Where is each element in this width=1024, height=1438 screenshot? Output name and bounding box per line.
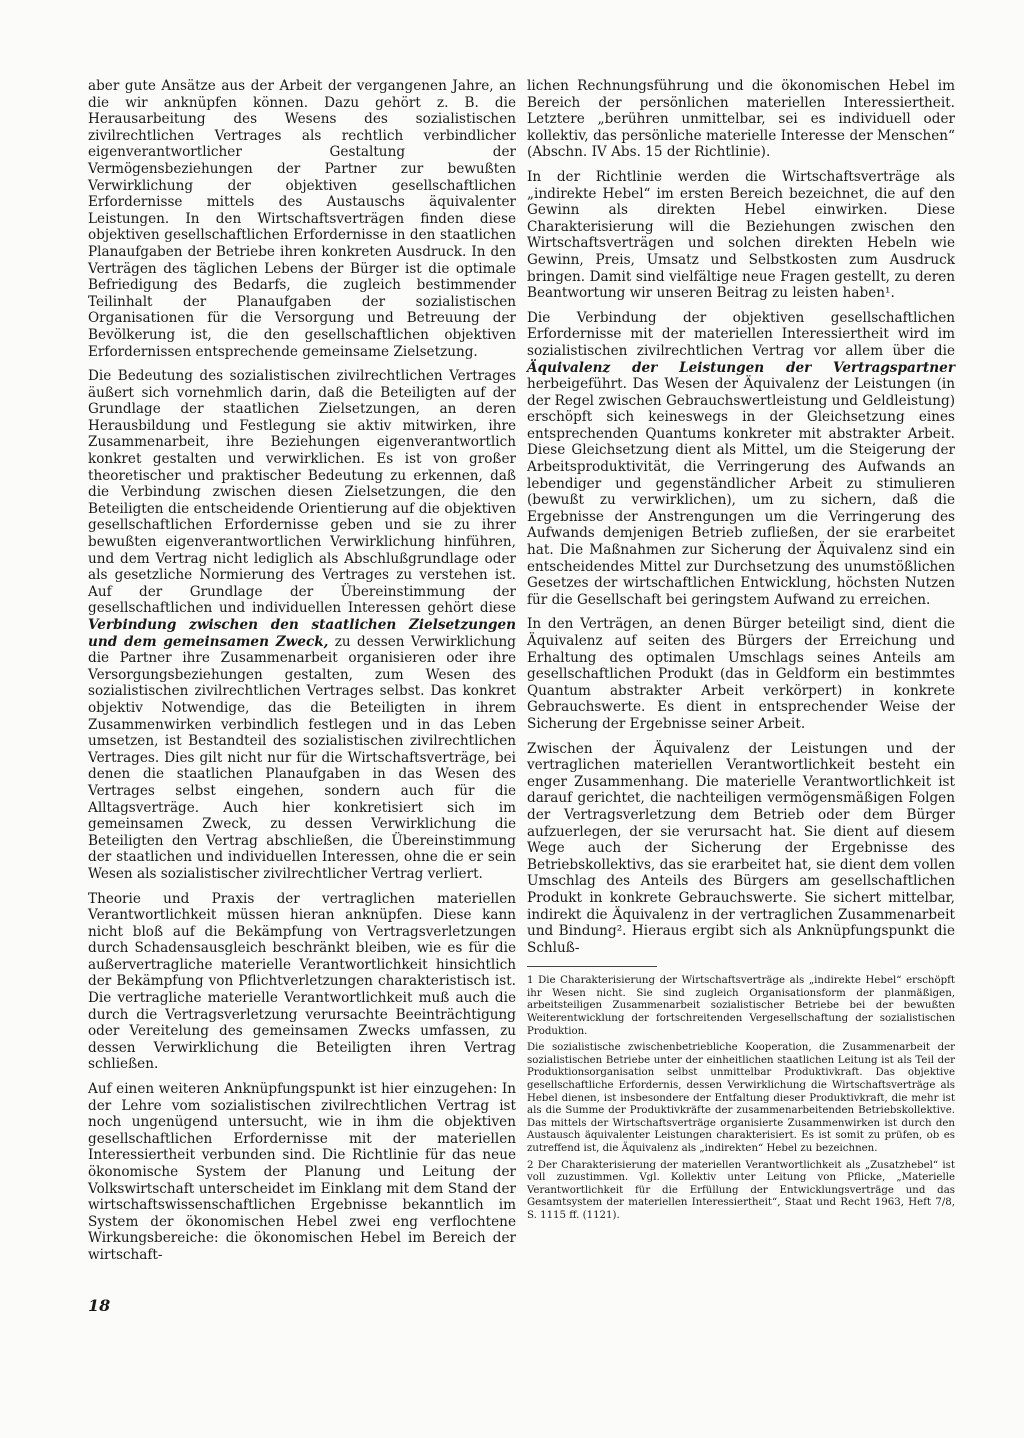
- right-text-column: [527, 78, 955, 1227]
- footnotes: [527, 975, 955, 1222]
- footnote: 2 Der Charakterisierung der materiellen Verantwortlichkeit als „Zusatzhebel“ ist voll zuzustimmen. Vgl. Kollektiv unter Leitung von Pflicke, „Materielle Verantwortlichkeit für die Erfüllung der Entwicklungsverträge und das Gesamtsystem der materiellen Interessiertheit“, Staat und Recht 1963, Heft 7/8, S. 1115 ff. (1121).: [527, 1159, 955, 1221]
- paragraph-text: zu dessen Verwirklichung die Partner ihre Zusammenarbeit organisieren oder ihre Versorgungsbeziehungen gestalten, zum Wesen des sozialistischen zivilrechtlichen Vertrages selbst. Das konkret objektiv Notwendige, das die Beteiligten in ihrem Zusammenwirken verbindlich festlegen und in das Leben umsetzen, ist Bestandteil des sozialistischen zivilrechtlichen Vertrages. Dies gilt nicht nur für die Wirtschaftsverträge, bei denen die staatlichen Planaufgaben in das Wesen des Vertrages selbst eingehen, sondern auch für die Alltagsverträge. Auch hier konkretisiert sich im gemeinsamen Zweck, zu dessen Verwirklichung die Beteiligten den Vertrag abschließen, die Übereinstimmung der staatlichen und individuellen Interessen, ohne die er sein Wesen als sozialistischer zivilrechtlicher Vertrag verliert.: [88, 633, 516, 882]
- paragraph: [527, 310, 955, 609]
- page-number: 18: [88, 1296, 111, 1315]
- footnote: 1 Die Charakterisierung der Wirtschaftsverträge als „indirekte Hebel“ erschöpft ihr Wesen nicht. Sie sind zugleich Organisationsform der planmäßigen, arbeitsteiligen Zusammenarbeit sozialistischer Betriebe bei der bewußten Weiterentwicklung der fortschreitenden Vergesellschaftung der sozialistischen Produktion.: [527, 975, 955, 1037]
- paragraph-text: Die Verbindung der objektiven gesellschaftlichen Erfordernisse mit der materiellen Interessiertheit wird im sozialistischen zivilrechtlichen Vertrag vor allem über die: [527, 309, 955, 359]
- paragraph: Auf einen weiteren Anknüpfungspunkt ist hier einzugehen: In der Lehre vom sozialistischen zivilrechtlichen Vertrag ist noch ungenügend untersucht, wie in ihm die objektiven gesellschaftlichen Erfordernisse mit der materiellen Interessiertheit verbunden sind. Die Richtlinie für das neue ökonomische System der Planung und Leitung der Volkswirtschaft unterscheidet im Einklang mit dem Stand der wirtschaftswissenschaftlichen Ergebnisse bekanntlich im System der ökonomischen Hebel zwei eng verflochtene Wirkungsbereiche: die ökonomischen Hebel im Bereich der wirtschaft-: [88, 1081, 516, 1263]
- left-text-column: [88, 78, 516, 1272]
- paragraph: In den Verträgen, an denen Bürger beteiligt sind, dient die Äquivalenz auf seiten des Bürgers der Erreichung und Erhaltung des optimalen Umschlags seines Anteils am gesellschaftlichen Produkt (das in Geldform ein bestimmtes Quantum abstrakter Arbeit verkörpert) in konkrete Gebrauchswerte. Es dient in entsprechender Weise der Sicherung der Ergebnisse seiner Arbeit.: [527, 616, 955, 732]
- paragraph: [88, 368, 516, 882]
- footnote: Die sozialistische zwischenbetriebliche Kooperation, die Zusammenarbeit der sozialistischen Betriebe unter der einheitlichen staatlichen Leitung ist als Teil der Produktionsorganisation selbst unmittelbar Produktivkraft. Das objektive gesellschaftliche Erfordernis, dessen Verwirklichung die Wirtschaftsverträge als Hebel dienen, ist insbesondere der Entfaltung dieser Produktivkraft, die mehr ist als die Summe der Produktivkräfte der zusammenarbeitenden Betriebskollektive. Das mittels der Wirtschaftsverträge organisierte Zusammenwirken ist durch den Austausch äquivalenter Leistungen charakterisiert. Es ist somit zu prüfen, ob es zutreffend ist, die Äquivalenz als „indirekten“ Hebel zu bezeichnen.: [527, 1042, 955, 1154]
- paragraph: aber gute Ansätze aus der Arbeit der vergangenen Jahre, an die wir anknüpfen können. Dazu gehört z. B. die Herausarbeitung des Wesens des sozialistischen zivilrechtlichen Vertrages als rechtlich verbindlicher eigenverantwortlicher Gestaltung der Vermögensbeziehungen der Partner zur bewußten Verwirklichung der objektiven gesellschaftlichen Erfordernisse mittels des Austauschs äquivalenter Leistungen. In den Wirtschaftsverträgen finden diese objektiven gesellschaftlichen Erfordernisse in den staatlichen Planaufgaben der Betriebe ihren konkreten Ausdruck. In den Verträgen des täglichen Lebens der Bürger ist die optimale Befriedigung des Bedarfs, die zugleich bestimmender Teilinhalt der Planaufgaben der sozialistischen Organisationen für die Versorgung und Betreuung der Bevölkerung ist, die den gesellschaftlichen objektiven Erfordernissen entsprechende gemeinsame Zielsetzung.: [88, 78, 516, 360]
- paragraph: Theorie und Praxis der vertraglichen materiellen Verantwortlichkeit müssen hieran anknüpfen. Diese kann nicht bloß auf die Bekämpfung von Vertragsverletzungen durch Schadensausgleich beschränkt bleiben, wie es für die außervertragliche materielle Verantwortlichkeit hinsichtlich der Bekämpfung von Pflichtverletzungen charakteristisch ist. Die vertragliche materielle Verantwortlichkeit muß auch die durch die Vertragsverletzung verursachte Beeinträchtigung oder Vereitelung des gemeinsamen Zwecks umfassen, zu dessen Verwirklichung die Beteiligten ihren Vertrag schließen.: [88, 890, 516, 1073]
- footnote-divider: [527, 966, 657, 967]
- emphasized-text: Äquivalenz der Leistungen der Vertragspartner: [527, 359, 955, 376]
- emphasized-text: Verbindung zwischen den staatlichen Zielsetzungen und dem gemeinsamen Zweck,: [88, 617, 516, 650]
- paragraph: Zwischen der Äquivalenz der Leistungen und der vertraglichen materiellen Verantwortlichkeit besteht ein enger Zusammenhang. Die materielle Verantwortlichkeit ist darauf gerichtet, die nachteiligen vermögensmäßigen Folgen der Vertragsverletzung dem Betrieb oder dem Bürger aufzuerlegen, der sie verursacht hat. Sie dient auf diesem Wege auch der Sicherung der Ergebnisse des Betriebskollektivs, das sie erarbeitet hat, sie dient dem vollen Umschlag des Anteils des Bürgers am gesellschaftlichen Produkt in konkrete Gebrauchswerte. Sie sichert mittelbar, indirekt die Äquivalenz in der vertraglichen Zusammenarbeit und Bindung². Hieraus ergibt sich als Anknüpfungspunkt die Schluß-: [527, 740, 955, 956]
- paragraph-text: Die Bedeutung des sozialistischen zivilrechtlichen Vertrages äußert sich vornehmlich darin, daß die Beteiligten auf der Grundlage der staatlichen Zielsetzungen, an deren Herausbildung und Festlegung sie aktiv mitwirken, ihre Zusammenarbeit, ihre Beziehungen eigenverantwortlich konkret gestalten und verwirklichen. Es ist von großer theoretischer und praktischer Bedeutung zu erkennen, daß die Verbindung zwischen diesen Zielsetzungen, die den Beteiligten die entscheidende Orientierung auf die objektiven gesellschaftlichen Erfordernisse geben und sie zu ihrer bewußten eigenverantwortlichen Verwirklichung hinführen, und dem Vertrag nicht lediglich als Abschlußgrundlage oder als gesetzliche Normierung des Vertrages zu verstehen ist. Auf der Grundlage der Übereinstimmung der gesellschaftlichen und individuellen Interessen gehört diese: [88, 368, 516, 617]
- paragraph: In der Richtlinie werden die Wirtschaftsverträge als „indirekte Hebel“ im ersten Bereich bezeichnet, die auf den Gewinn als direkten Hebel einwirken. Diese Charakterisierung will die Beziehungen zwischen den Wirtschaftsverträgen und solchen direkten Hebeln wie Gewinn, Preis, Umsatz und Selbstkosten zum Ausdruck bringen. Damit sind vielfältige neue Fragen gestellt, zu deren Beantwortung wir unseren Beitrag zu leisten haben¹.: [527, 168, 955, 302]
- paragraph: lichen Rechnungsführung und die ökonomischen Hebel im Bereich der persönlichen materiellen Interessiertheit. Letztere „berühren unmittelbar, sei es individuell oder kollektiv, das persönliche materielle Interesse der Menschen“ (Abschn. IV Abs. 15 der Richtlinie).: [527, 78, 955, 161]
- paragraph-text: herbeigeführt. Das Wesen der Äquivalenz der Leistungen (in der Regel zwischen Gebrauchswertleistung und Geldleistung) erschöpft sich keineswegs in der Gleichsetzung eines entsprechenden Quantums konkreter mit abstrakter Arbeit. Diese Gleichsetzung dient als Mittel, um die Steigerung der Arbeitsproduktivität, die Verringerung des Aufwands an lebendiger und gegenständlicher Arbeit zu stimulieren (bewußt zu verwirklichen), um zu sichern, daß die Ergebnisse der Anstrengungen um die Verringerung des Aufwands demjenigen Betrieb zufließen, der sie erarbeitet hat. Die Maßnahmen zur Sicherung der Äquivalenz sind ein entscheidendes Mittel zur Durchsetzung des unumstößlichen Gesetzes der wirtschaftlichen Entwicklung, höchsten Nutzen für die Gesellschaft bei geringstem Aufwand zu erreichen.: [527, 376, 955, 608]
